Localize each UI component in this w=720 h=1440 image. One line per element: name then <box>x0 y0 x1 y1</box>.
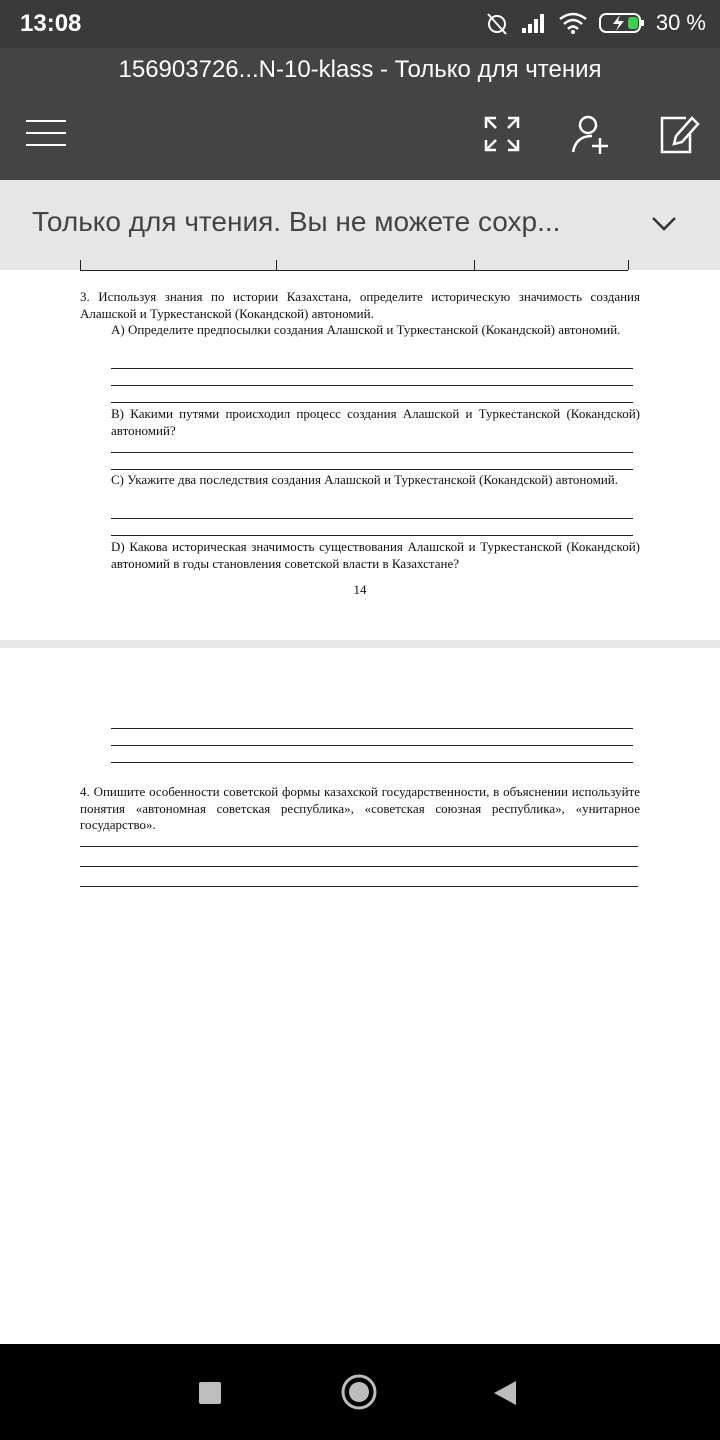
table-bottom-border <box>80 270 628 271</box>
signal-icon <box>520 12 548 34</box>
status-time: 13:08 <box>20 10 82 37</box>
document-page-15 <box>0 648 720 1344</box>
question-4: 4. Опишите особенности советской формы казахской государственности, в объяснении используйте понятия «автономная советская республика», «советская союзная республика», «унитарное государство». <box>80 784 640 832</box>
status-icons <box>484 10 706 36</box>
edit-document-icon[interactable] <box>656 112 700 156</box>
app-bar <box>0 48 720 180</box>
alarm-off-icon <box>484 10 510 36</box>
question-3d: D) Какова историческая значимость существования Алашской и Туркестанской (Кокандской) автономий в годы становления советской власти в Казахстане? <box>111 539 640 571</box>
chevron-down-icon[interactable] <box>650 214 678 234</box>
question-3b: В) Какими путями происходил процесс создания Алашской и Туркестанской (Кокандской) автономий? <box>111 406 640 438</box>
page-separator <box>0 640 720 648</box>
document-title: 156903726...N-10-klass - Только для чтения <box>118 56 602 83</box>
battery-charging-icon <box>598 11 646 35</box>
read-only-message: Только для чтения. Вы не можете сохр... <box>32 206 561 237</box>
menu-button[interactable] <box>26 120 66 146</box>
home-icon[interactable] <box>340 1373 378 1411</box>
wifi-icon <box>558 11 588 35</box>
fullscreen-icon[interactable] <box>480 112 524 156</box>
battery-percent: 30 % <box>655 10 706 35</box>
question-3: 3. Используя знания по истории Казахстана, определите историческую значимость создания Алашской и Туркестанской (Кокандской) автономий. <box>80 289 640 321</box>
question-3a: А) Определите предпосылки создания Алашской и Туркестанской (Кокандской) автономий. <box>111 322 621 337</box>
back-icon[interactable] <box>492 1380 518 1406</box>
read-only-banner[interactable] <box>0 180 720 270</box>
page-number: 14 <box>353 582 367 597</box>
recents-icon[interactable] <box>198 1381 222 1405</box>
question-3c: С) Укажите два последствия создания Алашской и Туркестанской (Кокандской) автономий. <box>111 472 618 487</box>
status-bar <box>0 0 720 48</box>
share-person-icon[interactable] <box>568 112 612 156</box>
document-page-14 <box>0 270 720 640</box>
navigation-bar <box>0 1344 720 1440</box>
